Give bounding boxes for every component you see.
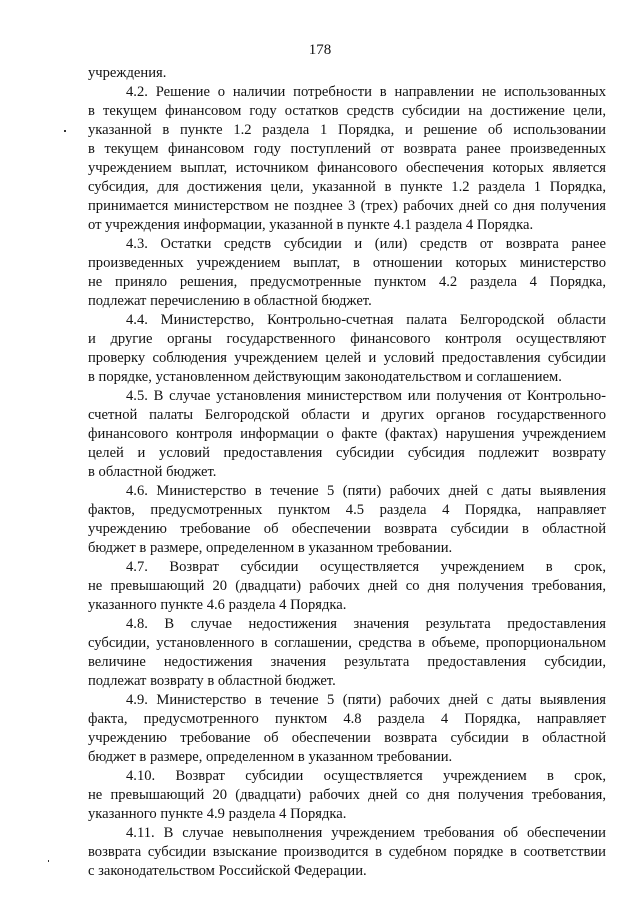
page-number: 178 [308,42,332,58]
text-line: не превышающий 20 (двадцати) рабочих дней со дня получения требования, [88,787,606,803]
scan-artifact-dot [64,130,66,132]
text-line: от учреждения информации, указанной в пункте 4.1 раздела 4 Порядка. [88,217,534,233]
text-line: факта, предусмотренного пунктом 4.8 раздела 4 Порядка, направляет [88,711,606,727]
text-line: подлежат перечислению в областной бюджет. [88,293,372,309]
text-line: подлежат возврату в областной бюджет. [88,673,336,689]
text-line: указанного пункте 4.6 раздела 4 Порядка. [88,597,347,613]
text-line: 4.7. Возврат субсидии осуществляется учреждением в срок, [126,559,606,575]
text-line: 4.10. Возврат субсидии осуществляется учреждением в срок, [126,768,606,784]
text-line: целей и условий предоставления субсидии субсидия подлежит возврату [88,445,606,461]
text-line: произведенных учреждением выплат, в отношении которых министерство [88,255,606,271]
text-line: 4.2. Решение о наличии потребности в направлении не использованных [126,84,606,100]
text-line: учреждению требование об обеспечении возврата субсидии в областной [88,730,606,746]
text-line: 4.9. Министерство в течение 5 (пяти) рабочих дней с даты выявления [126,692,606,708]
text-line: учреждению требование об обеспечении возврата субсидии в областной [88,521,606,537]
text-line: возврата субсидии взыскание производится в судебном порядке в соответствии [88,844,606,860]
text-line: в порядке, установленном действующим законодательством и соглашением. [88,369,562,385]
text-line: 4.6. Министерство в течение 5 (пяти) рабочих дней с даты выявления [126,483,606,499]
text-line: в областной бюджет. [88,464,217,480]
text-line: 4.3. Остатки средств субсидии и (или) средств от возврата ранее [126,236,606,252]
text-line: не превышающий 20 (двадцати) рабочих дней со дня получения требования, [88,578,606,594]
text-line: учреждением выплат, источником финансового обеспечения которых является [88,160,606,176]
text-line: учреждения. [88,65,167,81]
text-line: бюджет в размере, определенном в указанном требовании. [88,540,453,556]
text-line: указанного пункте 4.9 раздела 4 Порядка. [88,806,347,822]
text-line: в текущем финансовом году поступлений от возврата ранее произведенных [88,141,606,157]
text-line: 4.5. В случае установления министерством или получения от Контрольно- [126,388,606,404]
text-line: и другие органы государственного финансового контроля осуществляют [88,331,606,347]
text-line: 4.11. В случае невыполнения учреждением требования об обеспечении [126,825,606,841]
text-line: фактов, предусмотренных пунктом 4.5 раздела 4 Порядка, направляет [88,502,606,518]
text-line: величине недостижения значения результата предоставления субсидии, [88,654,606,670]
text-line: субсидии, установленного в соглашении, средства в объеме, пропорциональном [88,635,606,651]
text-line: не приняло решения, предусмотренные пунктом 4.2 раздела 4 Порядка, [88,274,606,290]
text-line: счетной палаты Белгородской области и других органов государственного [88,407,606,423]
text-line: указанной в пункте 1.2 раздела 1 Порядка, и решение об использовании [88,122,606,138]
text-line: 4.4. Министерство, Контрольно-счетная палата Белгородской области [126,312,606,328]
text-line: с законодательством Российской Федерации. [88,863,367,879]
text-line: 4.8. В случае недостижения значения результата предоставления [126,616,606,632]
text-line: в текущем финансовом году остатков средств субсидии на достижение цели, [88,103,606,119]
text-line: принимается министерством не позднее 3 (трех) рабочих дней со дня получения [88,198,606,214]
text-line: бюджет в размере, определенном в указанном требовании. [88,749,453,765]
text-line: финансового контроля информации о факте (фактах) нарушения учреждением [88,426,606,442]
text-line: субсидия, для достижения цели, указанной в пункте 1.2 раздела 1 Порядка, [88,179,606,195]
scan-artifact-dot [48,860,49,862]
text-line: проверку соблюдения учреждением целей и условий предоставления субсидии [88,350,606,366]
